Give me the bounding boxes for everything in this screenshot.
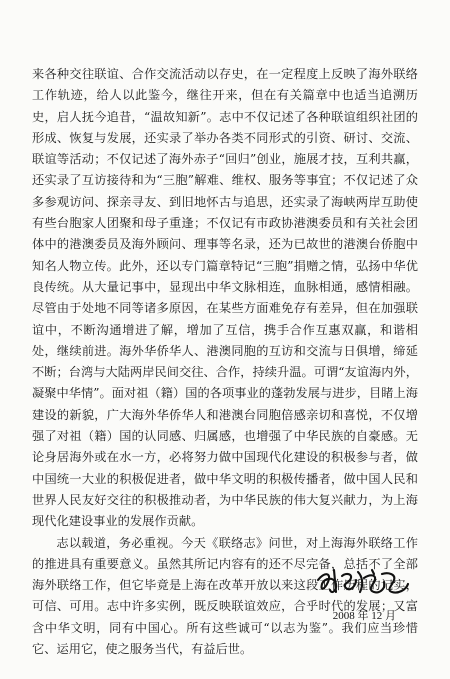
date-line: 2008 年 12 月 — [332, 610, 396, 622]
handwritten-signature — [312, 562, 412, 602]
paragraph-continued: 来各种交往联谊、合作交流活动以存史，在一定程度上反映了海外联络工作轨迹，给人以此鉴今，继往开来，但在有关篇章中也适当追溯历史，启人抚今追昔，“温故知新”。志中不仅记述了各种联谊组织社团的形成、恢复与发展，还实录了举办各类不同形式的引资、研讨、交流、联谊等活动；不仅记述了海外赤子“回归”创业，施展才技，互利共赢，还实录了互访接待和为“三胞”解难、维权、服务等事宜；不仅记述了众多参观访问、探亲寻友、到旧地怀古与追思，还实录了海峡两岸互助使有些台胞家人团聚和母子重逢；不仅记有市政协港澳委员和有关社会团体中的港澳委员及海外顾问、理事等名录，还为已故世的港澳台侨胞中知名人物立传。此外，还以专门篇章特记“三胞”捐赠之情，弘扬中华优良传统。从大量记事中，显现出中华文脉相连，血脉相通，感情相融。尽管由于处地不同等诸多原因，在某些方面难免存有差异，但在加强联谊中，不断沟通增进了解，增加了互信，携手合作互惠双赢，和谐相处，继续前进。海外华侨华人、港澳同胞的互访和交流与日俱增，缔延不断；台湾与大陆两岸民间交往、合作，持续升温。可谓“友谊海内外，凝聚中华情”。面对祖（籍）国的各项事业的蓬勃发展与进步，目睹上海建设的新貌，广大海外华侨华人和港澳台同胞倍感亲切和喜悦，不仅增强了对祖（籍）国的认同感、归属感，也增强了中华民族的自豪感。无论身居海外或在水一方，必将努力做中国现代化建设的积极参与者，做中国统一大业的积极促进者，做中华文明的积极传播者，做中国人民和世界人民友好交往的积极推动者，为中华民族的伟大复兴献力，为上海现代化建设事业的发展作贡献。 — [32, 67, 418, 529]
paragraph-conclusion: 志以载道，务必重视。今天《联络志》问世，对上海海外联络工作的推进具有重要意义。虽然其所记内容有的还不尽完备，总括不了全部海外联络工作，但它毕竟是上海在改革开放以来这段工作历程的记实，可信、可用。志中许多实例，既反映联谊效应，合乎时代的发展；又富含中华文明，同有中国心。所有这些诚可“以志为鉴”。我们应当珍惜它、运用它，使之服务当代，有益后世。 — [32, 535, 418, 657]
